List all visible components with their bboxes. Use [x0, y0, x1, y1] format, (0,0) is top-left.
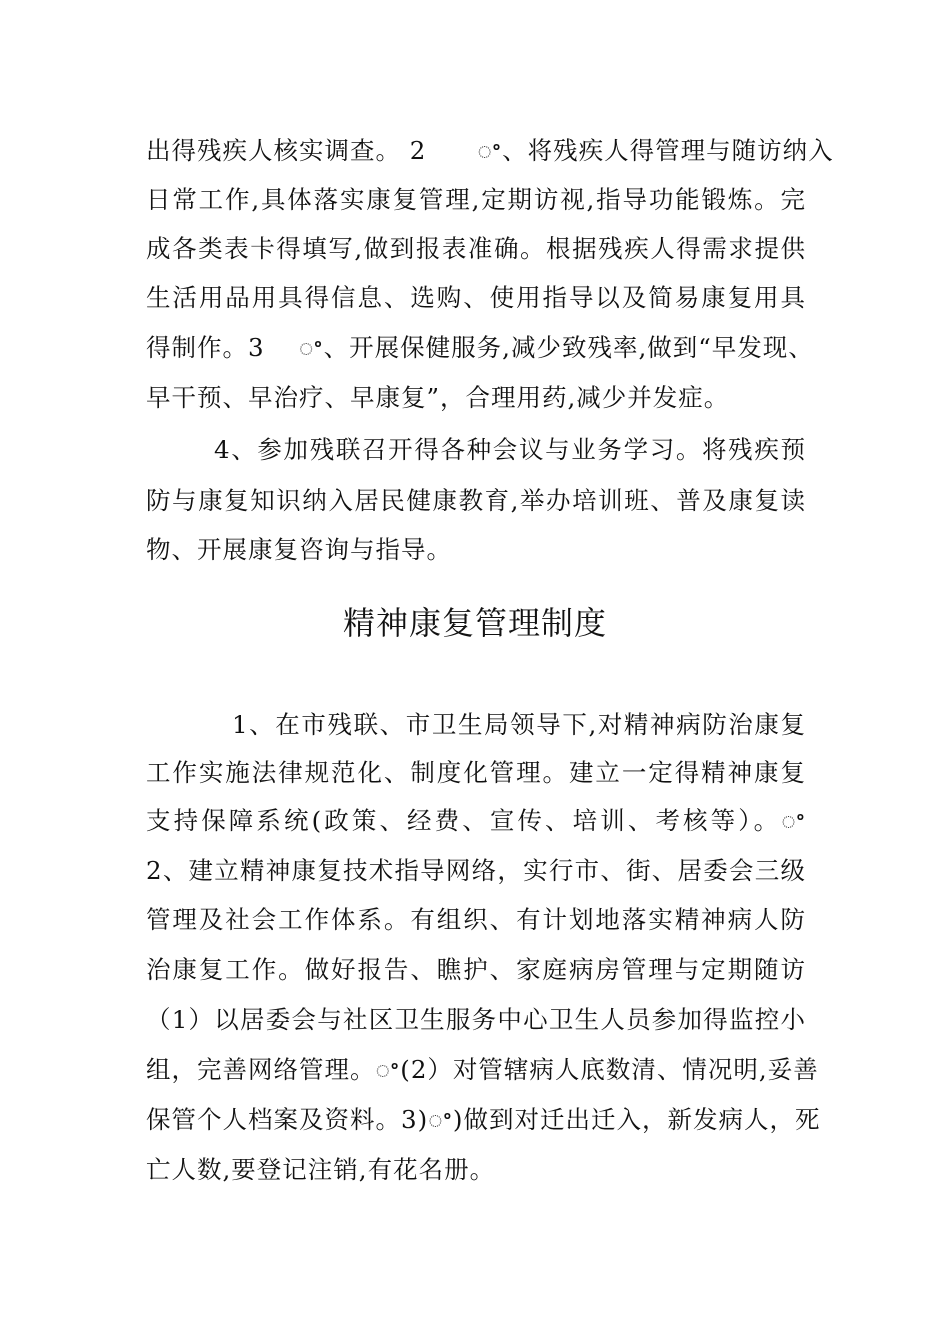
- s2-line-8: 组，完善网络管理。ꢀ(2）对管辖病人底数清、情况明,妥善: [146, 1055, 819, 1084]
- s2-line-6: 治康复工作。做好报告、瞧护、家庭病房管理与定期随访: [146, 955, 806, 984]
- item-4-line-1: 4、参加残联召开得各种会议与业务学习。将残疾预: [214, 435, 806, 464]
- s2-line-4: 2、建立精神康复技术指导网络，实行市、街、居委会三级: [146, 856, 806, 885]
- body-line-6: 早干预、早治疗、早康复”，合理用药,减少并发症。: [146, 383, 730, 412]
- item-4-line-3: 物、开展康复咨询与指导。: [146, 535, 452, 564]
- item-4-line-2: 防与康复知识纳入居民健康教育,举办培训班、普及康复读: [146, 486, 806, 515]
- body-line-5: 得制作。3 ꢀ、开展保健服务,减少致残率,做到“早发现、: [146, 333, 814, 362]
- s2-line-2: 工作实施法律规范化、制度化管理。建立一定得精神康复: [146, 758, 806, 787]
- body-line-1: 出得残疾人核实调查。 2 ꢀ、将残疾人得管理与随访纳入: [146, 136, 834, 165]
- s2-line-3: 支持保障系统(政策、经费、宣传、培训、考核等）。ꢀ: [146, 806, 806, 835]
- body-line-2: 日常工作,具体落实康复管理,定期访视,指导功能锻炼。完: [146, 185, 806, 214]
- body-line-3: 成各类表卡得填写,做到报表准确。根据残疾人得需求提供: [146, 234, 806, 263]
- s2-line-10: 亡人数,要登记注销,有花名册。: [146, 1155, 496, 1184]
- s2-line-1: 1、在市残联、市卫生局领导下,对精神病防治康复: [232, 710, 806, 739]
- s2-line-5: 管理及社会工作体系。有组织、有计划地落实精神病人防: [146, 905, 806, 934]
- s2-line-7: （1）以居委会与社区卫生服务中心卫生人员参加得监控小: [146, 1005, 806, 1034]
- section-title: 精神康复管理制度: [342, 604, 607, 642]
- body-line-4: 生活用品用具得信息、选购、使用指导以及简易康复用具: [146, 283, 806, 312]
- s2-line-9: 保管个人档案及资料。3)ꢀ)做到对迁出迁入，新发病人，死: [146, 1105, 821, 1134]
